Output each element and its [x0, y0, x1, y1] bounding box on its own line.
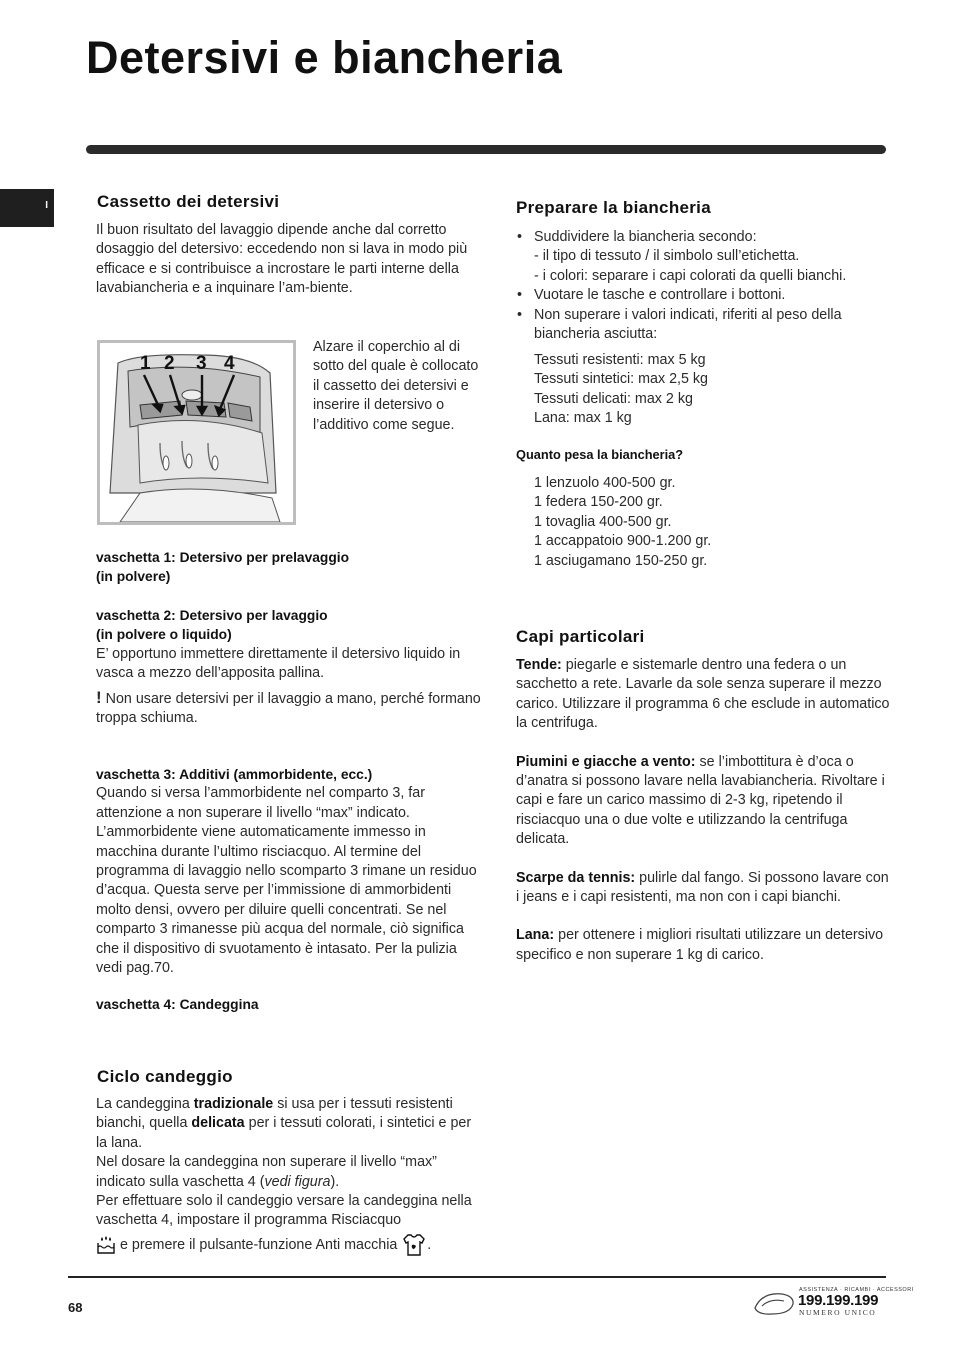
prepare-list [516, 228, 896, 344]
warning-mark: ! [96, 687, 102, 707]
weight-item: 1 lenzuolo 400-500 gr. [534, 475, 676, 491]
bleach-paragraph-4: e premere il pulsante-funzione Anti macchia . [96, 1233, 482, 1257]
prepare-heading: Preparare la biancheria [516, 198, 711, 217]
compartment-1-title: vaschetta 1: Detersivo per prelavaggio [96, 550, 350, 565]
page-title: Detersivi e biancheria [86, 32, 563, 83]
weight-item: 1 accappatoio 900-1.200 gr. [534, 533, 712, 550]
load-limit: Tessuti delicati: max 2 kg [534, 390, 693, 407]
detergent-drawer-figure [97, 340, 296, 525]
compartment-3 [96, 765, 482, 978]
special-heading: Capi particolari [516, 627, 645, 646]
bleach-heading: Ciclo candeggio [97, 1067, 233, 1086]
compartment-2-text: E’ opportuno immettere direttamente il detersivo liquido in vasca a mezzo dell’apposita pallina. [96, 645, 461, 682]
rinse-program-icon [96, 1235, 116, 1255]
weights-list [534, 474, 711, 571]
special-item-sneakers: Scarpe da tennis: pulirle dal fango. Si possono lavare con i jeans e i capi resistenti, ma non con i capi bianchi. [516, 869, 889, 906]
warning-text: Non usare detersivi per il lavaggio a mano, perché formano troppa schiuma. [96, 690, 481, 727]
load-limits [534, 351, 708, 429]
stain-removal-icon [401, 1233, 427, 1257]
list-item: • Vuotare le tasche e controllare i bottoni. [516, 286, 896, 305]
compartment-1 [96, 548, 486, 587]
bleach-paragraph-1: La candeggina tradizionale si usa per i tessuti resistenti bianchi, quella delicata per i tessuti colorati, i sintetici e per la lana. [96, 1096, 472, 1151]
compartment-3-title: vaschetta 3: Additivi (ammorbidente, ecc.) [96, 767, 373, 782]
title-divider [86, 145, 886, 154]
compartment-label-1: 1 [140, 353, 151, 374]
bleach-section [96, 1095, 482, 1257]
compartment-2 [96, 606, 486, 728]
service-logo-icon [752, 1288, 796, 1318]
special-item-duvets: Piumini e giacche a vento: se l’imbottitura è d’oca o d’anatra si possono lavare nella lavabiancheria. Rivoltare i capi e fare un carico massimo di 2-3 kg, ripetendo il risciacquo una o due volte e utilizzando la centrifuga delicata. [516, 753, 885, 848]
drawer-heading: Cassetto dei detersivi [97, 192, 280, 211]
service-phone: 199.199.199 [798, 1292, 879, 1309]
service-tagline: NUMERO UNICO [799, 1308, 877, 1317]
compartment-label-3: 3 [196, 353, 207, 374]
bleach-paragraph-3: Per effettuare solo il candeggio versare la candeggina nella vaschetta 4, impostare il programma Risciacquo [96, 1193, 472, 1229]
list-item: • Suddividere la biancheria secondo: - il tipo di tessuto / il simbolo sull’etichetta. - i colori: separare i capi colorati da quelli bianchi. [516, 228, 896, 286]
compartment-label-2: 2 [164, 353, 175, 374]
compartment-3-text: Quando si versa l’ammorbidente nel comparto 3, far attenzione a non superare il livello “max” indicato. L’ammorbidente viene automaticamente immesso in macchina durante l’ultimo risciacquo. Al termine del programma di lavaggio nello scomparto 3 rimane un residuo d’acqua. Questa serve per l’immissione di ammorbidenti molto densi, ovvero per diluire quelli concentrati. Se nel comparto 3 rimanesse più acqua del normale, ciò significa che il dispositivo di svuotamento è intasato. Per la pulizia vedi pag.70. [96, 785, 477, 977]
special-item-curtains: Tende: piegarle e sistemarle dentro una federa o un sacchetto a rete. Lavarle da sole senza superare il mezzo carico. Utilizzare il programma 6 che esclude in automatico la centrifuga. [516, 657, 890, 732]
service-line: ASSISTENZA · RICAMBI · ACCESSORI [799, 1287, 914, 1293]
list-item: • Non superare i valori indicati, riferiti al peso della biancheria asciutta: [516, 306, 896, 345]
language-tab [0, 189, 54, 227]
footer-divider [68, 1276, 886, 1278]
load-limit: Lana: max 1 kg [534, 410, 632, 427]
page-number: 68 [68, 1300, 83, 1315]
weight-item: 1 asciugamano 150-250 gr. [534, 552, 708, 569]
compartment-2-warning [96, 688, 486, 729]
compartment-2-title: vaschetta 2: Detersivo per lavaggio [96, 608, 328, 623]
load-limit: Tessuti resistenti: max 5 kg [534, 352, 706, 368]
weight-item: 1 tovaglia 400-500 gr. [534, 513, 672, 530]
figure-caption: Alzare il coperchio al di sotto del quale è collocato il cassetto dei detersivi e inserire il detersivo o l’additivo come segue. [313, 339, 479, 433]
service-logo [752, 1286, 914, 1320]
special-items [516, 656, 892, 965]
weight-item: 1 federa 150-200 gr. [534, 494, 663, 511]
load-limit: Tessuti sintetici: max 2,5 kg [534, 371, 709, 388]
language-tab-label: I [45, 200, 48, 211]
compartment-4-title: vaschetta 4: Candeggina [96, 997, 259, 1012]
compartment-2-subtitle: (in polvere o liquido) [96, 627, 232, 643]
bleach-paragraph-2: Nel dosare la candeggina non superare il livello “max” indicato sulla vaschetta 4 (vedi figura). [96, 1154, 437, 1190]
weight-heading: Quanto pesa la biancheria? [516, 447, 684, 462]
compartment-label-4: 4 [224, 353, 235, 374]
compartment-1-subtitle: (in polvere) [96, 569, 171, 585]
drawer-intro: Il buon risultato del lavaggio dipende anche dal corretto dosaggio del detersivo: eccedendo non si lava in modo più efficace e si contribuisce a incrostare le parti interne della lavabiancheria e a inquinare l’am-biente. [96, 222, 468, 297]
special-item-wool: Lana: per ottenere i migliori risultati utilizzare un detersivo specifico e non superare 1 kg di carico. [516, 927, 884, 963]
detergent-drawer-illustration [100, 343, 293, 522]
